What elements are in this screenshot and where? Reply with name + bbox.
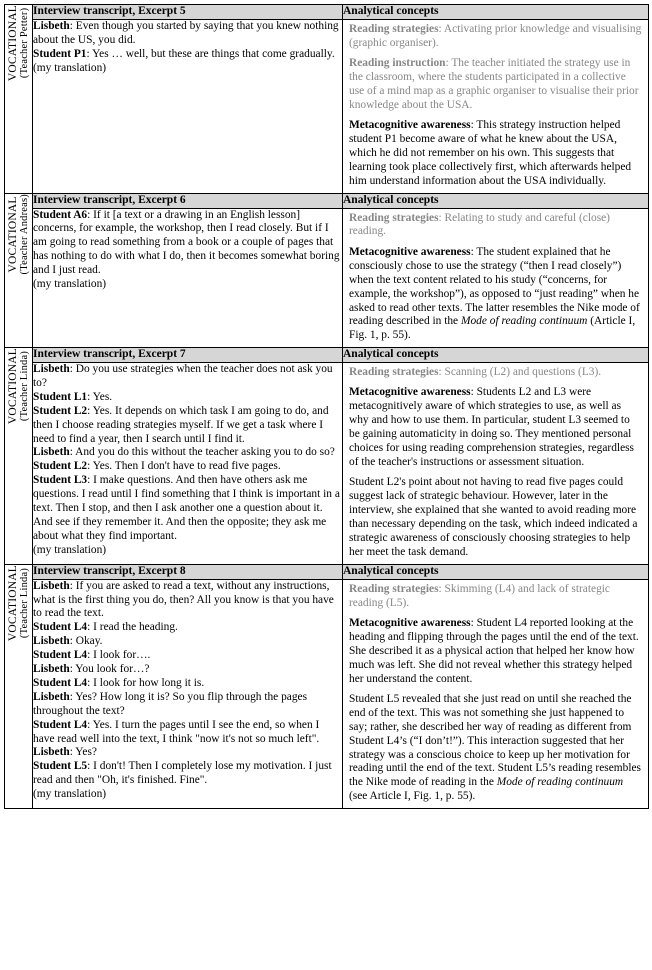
speaker-text: : Yes … well, but these are things that come gradually. — [86, 47, 335, 60]
speaker-name: Lisbeth — [33, 579, 70, 592]
analysis-text: Student L2's point about not having to read five pages could suggest lack of strategic behaviour. However, later in the interview, she explained that she wanted to avoid reading more than necessary depending on the task, which indeed indicated a strategic awareness of consciously choosing strategies to help her meet the task demand. — [349, 476, 638, 558]
speaker-name: Student L5 — [33, 760, 88, 773]
header-transcript-excerpt5: Interview transcript, Excerpt 5 — [33, 5, 343, 20]
translation-note: (my translation) — [33, 788, 107, 801]
table-header-row — [5, 5, 649, 20]
speaker-text: : Yes. It depends on which task I am going to do, and then I choose reading strategies myself. If we get a task where I need to find a year, then I search until I find it. — [33, 404, 329, 445]
row-label-line2: (Teacher Linda) — [19, 567, 31, 638]
dialog-line — [33, 760, 342, 788]
header-analysis-excerpt8: Analytical concepts — [343, 564, 649, 579]
analysis-text: : Skimming (L4) and lack of strategic reading (L5). — [349, 582, 610, 609]
speaker-name: Lisbeth — [33, 690, 70, 703]
analysis-label: Metacognitive awareness — [349, 386, 471, 399]
row-label-line1: VOCATIONAL — [6, 195, 19, 273]
speaker-text: : Yes? How long it is? So you flip through the pages throughout the text? — [33, 690, 308, 717]
transcript-cell-excerpt8 — [33, 579, 343, 809]
dialog-line — [33, 635, 342, 649]
speaker-text: : I read the heading. — [87, 621, 178, 634]
row-label-line2: (Teacher Petter) — [19, 7, 31, 79]
speaker-text: : Even though you started by saying that you knew nothing about the US, you did. — [33, 19, 339, 46]
analysis-label: Reading strategies — [349, 582, 439, 595]
speaker-text: : If you are asked to read a text, without any instructions, what is the first thing you do, then? All you know is that you have to read the text. — [33, 579, 334, 620]
analysis-paragraph — [349, 617, 642, 687]
speaker-name: Student P1 — [33, 47, 87, 60]
analysis-cell-excerpt8 — [343, 579, 649, 809]
dialog-line — [33, 391, 342, 405]
speaker-text: : Yes. — [87, 390, 113, 403]
analysis-paragraph — [349, 246, 642, 343]
dialog-line — [33, 209, 342, 279]
analysis-text: : Activating prior knowledge and visualising (graphic organiser). — [349, 22, 642, 49]
analysis-paragraph — [349, 583, 642, 611]
row-label-line1: VOCATIONAL — [6, 348, 19, 425]
header-transcript-excerpt6: Interview transcript, Excerpt 6 — [33, 193, 343, 208]
translation-note: (my translation) — [33, 278, 107, 291]
table-header-row — [5, 564, 649, 579]
dialog-line — [33, 691, 342, 719]
header-analysis-excerpt6: Analytical concepts — [343, 193, 649, 208]
analysis-text: : Student L4 reported looking at the heading and flipping through the pages until the end of the text. She described it as a physical action that helped her know how much was left. She did not reveal whether this strategy helped her understand the content. — [349, 616, 639, 685]
transcript-cell-excerpt7 — [33, 363, 343, 565]
analysis-label: Reading strategies — [349, 366, 439, 379]
row-label-line2: (Teacher Linda) — [19, 351, 31, 422]
speaker-text: : I make questions. And then have others ask me questions. I read until I find something that I think is important in a text. Then I stop, and then I ask another one a question about it. And see if they remember it. And then the opposite; they ask me about what they find important. — [33, 474, 340, 542]
header-analysis-excerpt5: Analytical concepts — [343, 5, 649, 20]
analysis-text-a: Student L5 revealed that she just read on until she reached the end of the text. This was not something she just happened to say; rather, she described her way of reading as different from Student L4’s (“I don’t!”). This interaction suggested that her strategy was a conscious choice to keep up her motivation for reading until the end of the text. Student L5’s reading resembles the Nike mode of reading in the — [349, 692, 641, 789]
speaker-name: Student L4 — [33, 621, 88, 634]
analysis-text: : Scanning (L2) and questions (L3). — [438, 366, 602, 379]
analysis-text-a: : The student explained that he consciously chose to use the strategy (“then I read closely”) when the text content related to his study (“concerns, for example, the workshop”), as opposed to “just reading” when he asked to read other texts. The latter resembles the Nike mode of reading described in the — [349, 245, 640, 328]
dialog-line — [33, 20, 342, 48]
dialog-line — [33, 363, 342, 391]
speaker-name: Student L4 — [33, 718, 88, 731]
analysis-label: Reading instruction — [349, 57, 446, 70]
analysis-cell-excerpt5 — [343, 19, 649, 193]
analysis-paragraph — [349, 23, 642, 51]
row-label-vocational-petter — [5, 5, 33, 194]
row-label-line1: VOCATIONAL — [6, 5, 19, 82]
speaker-name: Lisbeth — [33, 635, 70, 648]
speaker-text: : I look for how long it is. — [87, 676, 205, 689]
dialog-line — [33, 719, 342, 747]
speaker-name: Lisbeth — [33, 19, 70, 32]
excerpts-table — [4, 4, 649, 809]
analysis-cell-excerpt6 — [343, 208, 649, 348]
analysis-italic-segment: Mode of reading continuum — [460, 315, 588, 328]
analysis-paragraph — [349, 119, 642, 189]
speaker-name: Student L4 — [33, 676, 88, 689]
analysis-paragraph — [349, 693, 642, 804]
analysis-label: Reading strategies — [349, 211, 439, 224]
transcript-cell-excerpt6 — [33, 208, 343, 348]
table-row — [5, 19, 649, 193]
dialog-line — [33, 746, 342, 760]
analysis-paragraph — [349, 57, 642, 113]
row-label-line1: VOCATIONAL — [6, 564, 19, 641]
analysis-label: Metacognitive awareness — [349, 616, 471, 629]
analysis-paragraph — [349, 366, 642, 380]
speaker-text: : You look for…? — [69, 663, 150, 676]
speaker-name: Student L2 — [33, 460, 88, 473]
speaker-text: : Yes. Then I don't have to read five pages. — [87, 460, 281, 473]
speaker-text: : Do you use strategies when the teacher does not ask you to? — [33, 363, 333, 389]
table-row — [5, 208, 649, 348]
dialog-line — [33, 621, 342, 635]
header-transcript-excerpt8: Interview transcript, Excerpt 8 — [33, 564, 343, 579]
analysis-paragraph — [349, 476, 642, 559]
analysis-label: Reading strategies — [349, 22, 439, 35]
speaker-text: : Yes. I turn the pages until I see the end, so when I have read well into the text, I think "now it's not so much left". — [33, 718, 320, 745]
analysis-text: : Relating to study and careful (close) reading. — [349, 211, 610, 238]
speaker-name: Student L2 — [33, 404, 88, 417]
analysis-text-b: (see Article I, Fig. 1, p. 55). — [349, 790, 476, 803]
dialog-line — [33, 474, 342, 544]
translation-note: (my translation) — [33, 61, 107, 74]
analysis-cell-excerpt7 — [343, 363, 649, 565]
speaker-text: : And you do this without the teacher asking you to do so? — [69, 446, 335, 459]
dialog-line — [33, 460, 342, 474]
transcript-cell-excerpt5 — [33, 19, 343, 193]
header-transcript-excerpt7: Interview transcript, Excerpt 7 — [33, 348, 343, 363]
table-row — [5, 579, 649, 809]
dialog-line — [33, 580, 342, 622]
dialog-line — [33, 677, 342, 691]
table-row — [5, 363, 649, 565]
speaker-name: Student L4 — [33, 649, 88, 662]
dialog-line — [33, 663, 342, 677]
speaker-text: : If it [a text or a drawing in an English lesson] concerns, for example, the workshop, then I read closely. But if I am going to read something from a book or a couple of pages that has nothing to do with what I do, then it becomes somewhat boring and I just read. — [33, 208, 340, 277]
analysis-text-b: (Article I, Fig. 1, p. 55). — [349, 315, 636, 342]
row-label-line2: (Teacher Andreas) — [19, 193, 31, 275]
analysis-text: : Students L2 and L3 were metacognitively aware of which strategies to use, as well as why and how to use them. In particular, student L3 seemed to be gaining automaticity in doing so. They mentioned personal choices for using reading comprehension strategies, regardless of the teacher's instructions or assessment situation. — [349, 386, 634, 468]
row-label-vocational-andreas — [5, 193, 33, 347]
analysis-text: : The teacher initiated the strategy use in the classroom, where the students participated in a collective use of a mind map as a graphic organiser to visualise their prior knowledge about the USA. — [349, 57, 639, 111]
dialog-line — [33, 649, 342, 663]
speaker-name: Lisbeth — [33, 746, 70, 759]
analysis-label: Metacognitive awareness — [349, 245, 471, 258]
speaker-name: Student A6 — [33, 208, 88, 221]
speaker-text: : Yes? — [69, 746, 97, 759]
speaker-text: : Okay. — [69, 635, 103, 648]
speaker-name: Student L1 — [33, 390, 88, 403]
analysis-paragraph — [349, 212, 642, 240]
table-header-row — [5, 348, 649, 363]
table-header-row — [5, 193, 649, 208]
speaker-name: Lisbeth — [33, 363, 70, 376]
speaker-name: Lisbeth — [33, 446, 70, 459]
header-analysis-excerpt7: Analytical concepts — [343, 348, 649, 363]
dialog-line — [33, 446, 342, 460]
row-label-vocational-linda-2 — [5, 564, 33, 808]
row-label-vocational-linda-1 — [5, 348, 33, 565]
speaker-name: Lisbeth — [33, 663, 70, 676]
analysis-paragraph — [349, 386, 642, 469]
analysis-italic-segment: Mode of reading continuum — [496, 776, 624, 789]
speaker-name: Student L3 — [33, 474, 88, 487]
dialog-line — [33, 405, 342, 447]
speaker-text: : I don't! Then I completely lose my motivation. I just read and then "Oh, it's finished. Fine". — [33, 760, 332, 787]
analysis-label: Metacognitive awareness — [349, 119, 471, 132]
translation-note: (my translation) — [33, 543, 107, 556]
analysis-text: : This strategy instruction helped student P1 become aware of what he knew about the USA, which he did not remember on his own. This suggests that learning took place collectively first, which afterwards helped him understand information about the USA individually. — [349, 119, 632, 187]
speaker-text: : I look for…. — [87, 649, 151, 662]
dialog-line — [33, 48, 342, 62]
